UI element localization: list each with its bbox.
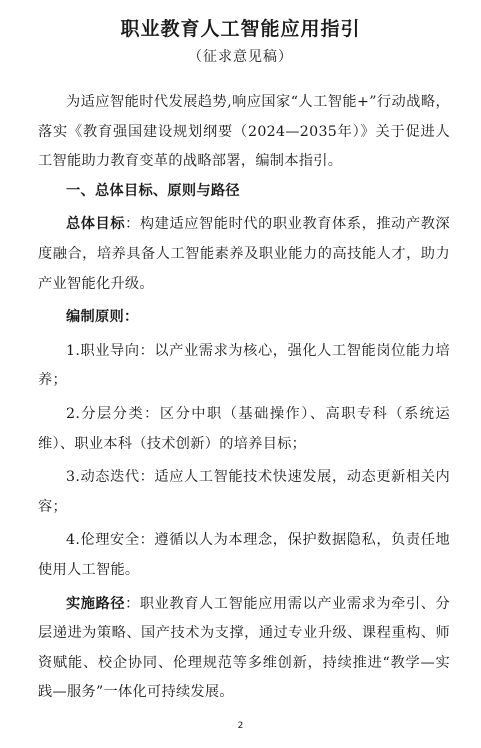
goal-paragraph (38, 210, 450, 299)
goal-text: ：构建适应智能时代的职业教育体系，推动产教深度融合，培养具备人工智能素养及职业能力的高技能人才，助力产业智能化升级。 (38, 216, 450, 292)
principles-label: 编制原则： (66, 309, 139, 326)
principle-item: 1.职业导向：以产业需求为核心，强化人工智能岗位能力培养； (38, 342, 450, 389)
principle-item: 4.伦理安全：遵循以人为本理念，保护数据隐私，负责任地使用人工智能。 (38, 532, 450, 578)
section-heading: 一、总体目标、原则与路径 (66, 182, 240, 199)
document-title: 职业教育人工智能应用指引 (120, 18, 361, 40)
path-paragraph (38, 590, 450, 708)
principle-item: 3.动态迭代：适应人工智能技术快速发展，动态更新相关内容； (38, 469, 450, 515)
document-subtitle: （征求意见稿） (188, 49, 293, 65)
path-text: ：职业教育人工智能应用需以产业需求为牵引、分层递进为策略、国产技术为支撑，通过专业升级、课程重构、师资赋能、校企协同、伦理规范等多维创新，持续推进“教学—实践—服务”一体化可持续发展。 (38, 595, 450, 701)
intro-paragraph: 为适应智能时代发展趋势,响应国家“人工智能+”行动战略，落实《教育强国建设规划纲要（2024—2035年）》关于促进人工智能助力教育变革的战略部署，编制本指引。 (38, 94, 450, 170)
path-label: 实施路径 (66, 595, 126, 612)
principle-item: 2.分层分类：区分中职（基础操作）、高职专科（系统运维）、职业本科（技术创新）的培养目标； (38, 405, 450, 452)
page-number: 2 (237, 721, 244, 731)
goal-label: 总体目标 (66, 216, 126, 233)
document-body (38, 88, 450, 708)
